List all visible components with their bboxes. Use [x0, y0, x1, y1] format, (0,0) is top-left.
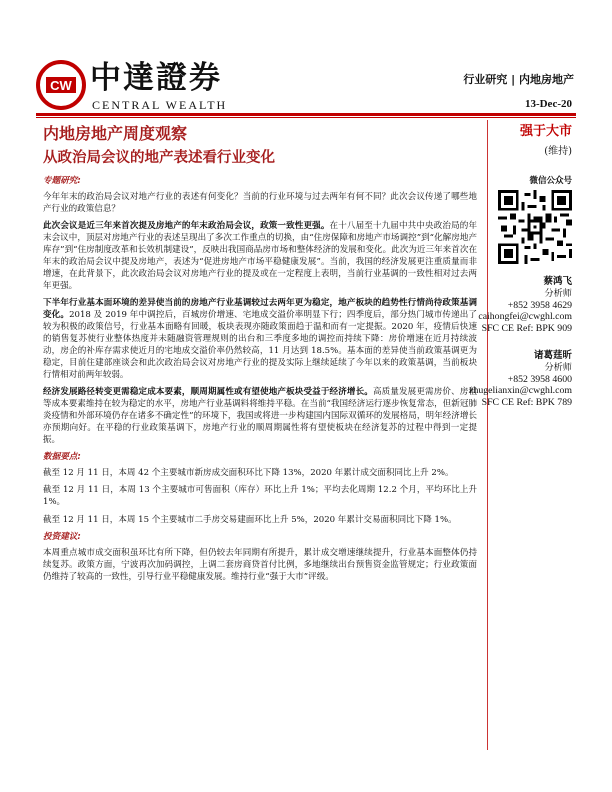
analyst-sfc-ref: SFC CE Ref: BPK 789 — [481, 397, 572, 409]
analyst-name: 诸葛莛昕 — [533, 350, 572, 361]
paragraph-fundamentals — [43, 298, 477, 381]
paragraph-lead: 下半年行业基本面环境的差异使当前的房地产行业基调较过去两年更为稳定，地产板块的趋势性行情尚待政策基调变化。 — [43, 298, 477, 321]
paragraph-text: 2018 及 2019 年中调控后，百城房价增速、宅地成交溢价率明显下行；四季度后，部分热门城市传递出了较为积极的政策信号，行业基本面略有回暖，板块表现亦随政策面趋于温和而有一定提振。2020 年，疫情后快速的销售复苏使行业整体热度并未随融资管理规则的出台和三季度多地的调控而持续下降：房价增速在近月持续波动，房企的补库存需求使近月的宅地成交溢价率仍然较高，11 月达到 18.5%。基本面的差异使当前政策基调更为稳定，目前住建部座谈会和此次政治局会议对房地产行业的提及实际上继续延续了今年以来的政策基调，当前板块行情相对前两年较弱。 — [43, 310, 478, 380]
brand-name-chinese: 中達證券 — [90, 60, 222, 96]
paragraph-text: 在十八届至十九届中共中央政治局的年末会议中，顶层对房地产行业的表述呈现出了多次工作重点的切换，由“住房保障和房地产市场调控”到“化解房地产库存”到“住房制度改革和长效机制建设”，反映出我国商品房市场和整体经济的发展和变化。此次为近三年来首次在年末的政治局会议中提及房地产，表述为“促进房地产市场平稳健康发展”。当前，我国的经济发展更注重质量而非增速，在此背景下，此次政治局会议对房地产行业的提及或在一定程度上表明，当前行业基调的一致性相对过去两年更强。 — [43, 221, 478, 291]
column-divider — [487, 120, 488, 750]
investment-advice-text: 本周重点城市成交面积虽环比有所下降，但仍较去年同期有所提升，累计成交增速继续提升，行业基本面整体仍持续复苏。政策方面，宁波再次加码调控，上调二套房商贷首付比例，多地继续出台预售资金监管规定；行业政策面仍维持了较高的一致性，引导行业平稳健康发展。维持行业“强于大市”评级。 — [43, 547, 477, 582]
central-wealth-logo-icon — [36, 60, 86, 110]
analyst-card — [478, 276, 572, 335]
analyst-title: 分析师 — [544, 361, 572, 373]
investment-advice-heading: 投资建议: — [43, 532, 81, 543]
paragraph-text: 高质量发展更需房价、房租等成本要素维持在较为稳定的水平，房地产行业基调料将维持平稳。在当前“我国经济运行逐步恢复常态，但新冠肺炎疫情和外部环境仍存在诸多不确定性”的环境下，我国或将进一步构建国内国际双循环的发展格局，明年经济增长亦预期向好。在平稳的行业政策基调下，房地产行业的顺周期属性将有望使板块在经济复苏的过程中得到一定提振。 — [43, 387, 478, 445]
report-category: 行业研究 | 内地房地产 — [463, 73, 574, 86]
data-points-heading: 数据要点: — [43, 452, 81, 463]
analyst-card — [469, 350, 572, 409]
analyst-sfc-ref: SFC CE Ref: BPK 909 — [481, 323, 572, 335]
paragraph-lead: 此次会议是近三年来首次提及房地产的年末政治局会议，政策一致性更强。 — [43, 221, 330, 232]
report-date: 13-Dec-20 — [524, 98, 572, 110]
analyst-phone: +852 3958 4629 — [507, 299, 572, 311]
topic-heading: 专题研究: — [43, 176, 81, 186]
rating-note: (维持) — [544, 146, 572, 157]
data-point: 截至 12 月 11 日，本周 13 个主要城市可售面积（库存）环比上升 1%；平均去化周期 12.2 个月，平均环比上升 1%。 — [43, 485, 477, 508]
brand-name-english: CENTRAL WEALTH — [92, 98, 228, 112]
paragraph-policy-consistency — [43, 221, 477, 292]
analyst-email[interactable]: zhugelianxin@cwghl.com — [469, 385, 572, 397]
analyst-name: 蔡鸿飞 — [543, 276, 572, 287]
topic-intro: 今年年末的政治局会议对地产行业的表述有何变化？当前的行业环境与过去两年有何不同？此次会议传递了哪些地产行业的政策信息？ — [43, 191, 477, 214]
header-divider — [36, 113, 576, 116]
paragraph-economic-path — [43, 387, 477, 447]
report-subtitle: 从政治局会议的地产表述看行业变化 — [43, 150, 275, 166]
wechat-qr-code-icon[interactable] — [498, 190, 572, 264]
paragraph-lead: 经济发展路径转变更需稳定成本要素，顺周期属性或有望使地产板块受益于经济增长。 — [43, 387, 373, 397]
report-title: 内地房地产周度观察 — [43, 124, 188, 143]
data-point: 截至 12 月 11 日，本周 15 个主要城市二手房交易建面环比上升 5%，2020 年累计交易面积同比下降 1%。 — [43, 514, 457, 525]
report-body — [43, 176, 477, 589]
wechat-label: 微信公众号 — [529, 176, 572, 186]
analyst-title: 分析师 — [544, 287, 572, 299]
industry-rating: 强于大市 — [519, 124, 572, 139]
data-point: 截至 12 月 11 日，本周 42 个主要城市新房成交面积环比下降 13%，2020 年累计成交面积同比上升 2%。 — [43, 467, 454, 478]
svg-text:CW: CW — [50, 78, 72, 93]
analyst-email[interactable]: caihongfei@cwghl.com — [478, 311, 572, 323]
header-divider-thin — [36, 117, 576, 118]
analyst-phone: +852 3958 4600 — [507, 373, 572, 385]
